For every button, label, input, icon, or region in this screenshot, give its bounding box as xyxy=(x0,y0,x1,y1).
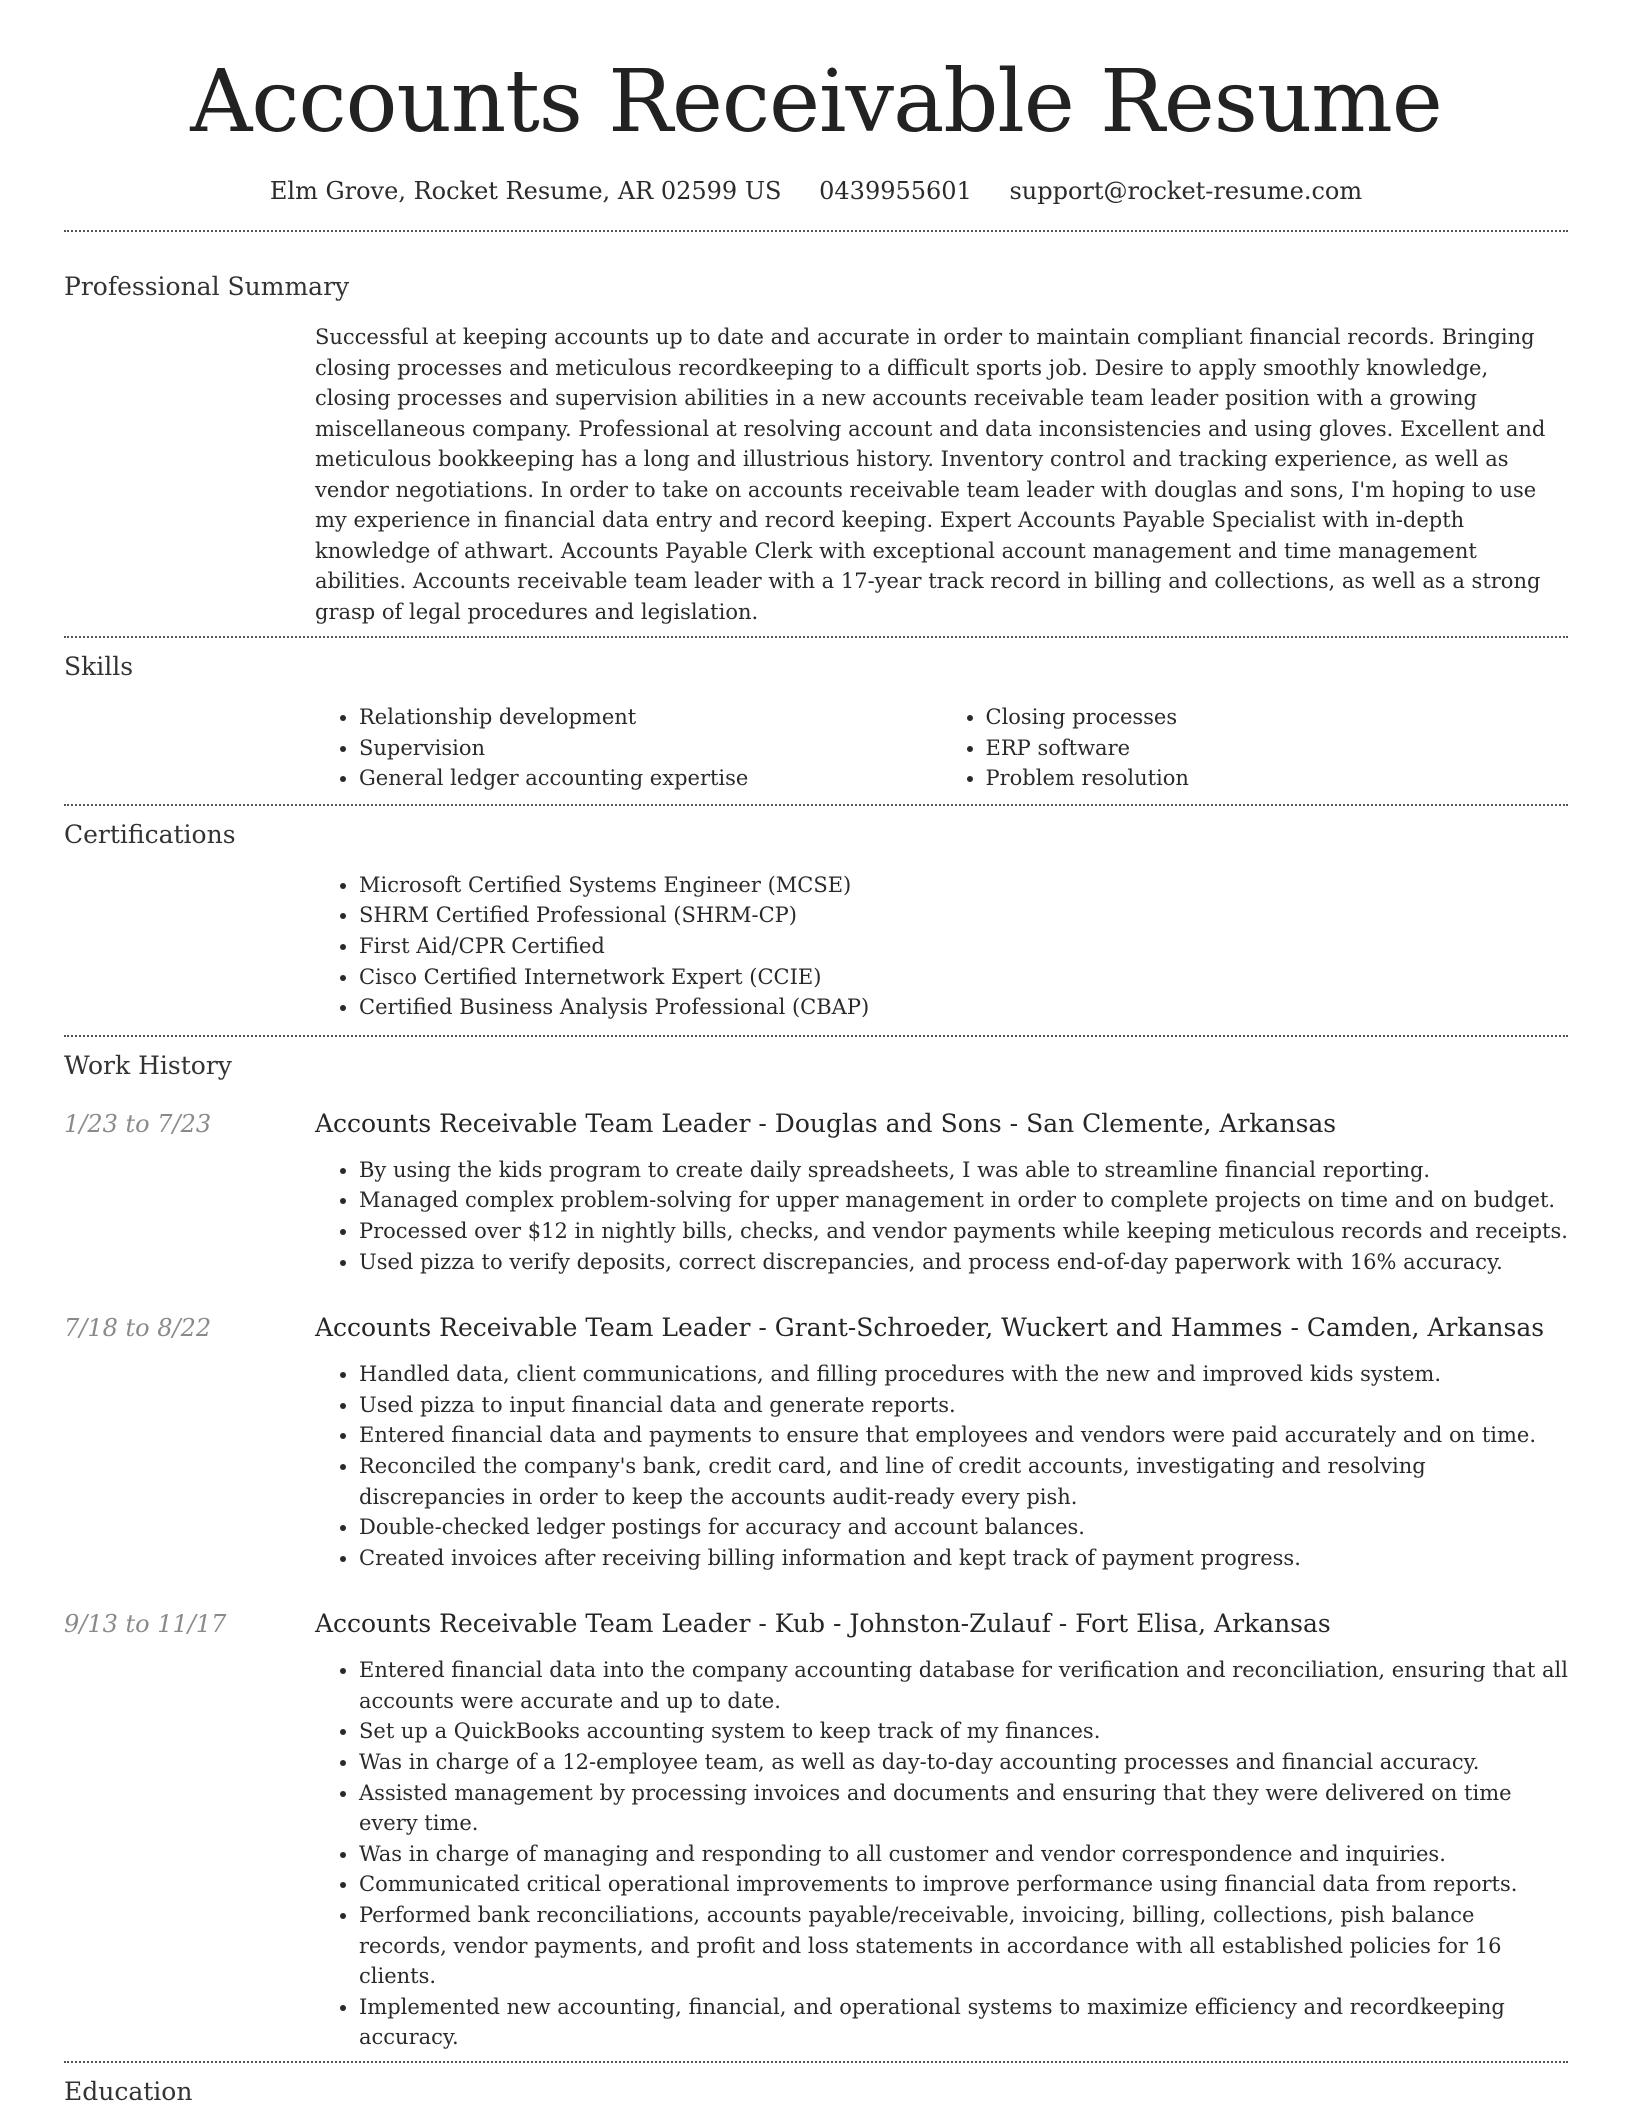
certifications-list xyxy=(315,870,1568,1023)
job-bullet: • Processed over $12 in nightly bills, checks, and vendor payments while keeping meticulous records and receipts. xyxy=(359,1216,1568,1247)
job-title: Accounts Receivable Team Leader - Kub - Johnston-Zulauf - Fort Elisa, Arkansas xyxy=(315,1609,1331,1639)
job-bullet-list xyxy=(315,1359,1568,1573)
job-bullet: • Entered financial data into the company accounting database for verification and reconciliation, ensuring that all accounts were accurate and up to date. xyxy=(359,1655,1568,1716)
job-bullet: • Created invoices after receiving billing information and kept track of payment progress. xyxy=(359,1543,1568,1574)
certifications-items xyxy=(315,870,1568,1023)
skills-column-left xyxy=(315,702,942,794)
certification-item: • Microsoft Certified Systems Engineer (MCSE) xyxy=(359,870,1568,901)
skill-item: • Relationship development xyxy=(359,702,942,733)
job-entry xyxy=(64,1107,1568,1277)
certification-item: • Certified Business Analysis Professional (CBAP) xyxy=(359,992,1568,1023)
job-bullets xyxy=(315,1359,1568,1573)
job-bullet: • Double-checked ledger postings for accuracy and account balances. xyxy=(359,1512,1568,1543)
job-bullet: • Assisted management by processing invoices and documents and ensuring that they were delivered on time every time. xyxy=(359,1778,1568,1839)
job-title: Accounts Receivable Team Leader - Douglas and Sons - San Clemente, Arkansas xyxy=(315,1108,1337,1138)
resume-title: Accounts Receivable Resume xyxy=(190,52,1442,152)
divider xyxy=(64,1035,1568,1037)
skills-list xyxy=(315,702,1568,794)
job-dates: 1/23 to 7/23 xyxy=(64,1109,212,1138)
job-entry xyxy=(64,1607,1568,2053)
contact-email: support@rocket-resume.com xyxy=(1009,177,1363,205)
work-history-section xyxy=(64,1049,1568,2053)
certifications-heading: Certifications xyxy=(64,819,236,849)
job-title: Accounts Receivable Team Leader - Grant-Schroeder, Wuckert and Hammes - Camden, Arkansas xyxy=(315,1313,1545,1343)
contact-address: Elm Grove, Rocket Resume, AR 02599 US xyxy=(269,177,782,205)
skill-item: • General ledger accounting expertise xyxy=(359,763,942,794)
job-bullet: • Entered financial data and payments to ensure that employees and vendors were paid accurately and on time. xyxy=(359,1420,1568,1451)
skill-item: • ERP software xyxy=(986,733,1569,764)
divider xyxy=(64,804,1568,806)
job-bullet: • By using the kids program to create daily spreadsheets, I was able to streamline financial reporting. xyxy=(359,1155,1568,1186)
job-bullet: • Handled data, client communications, and filling procedures with the new and improved kids system. xyxy=(359,1359,1568,1390)
work-history-heading: Work History xyxy=(64,1050,232,1080)
contact-line xyxy=(0,174,1632,208)
divider xyxy=(64,636,1568,638)
job-bullet-list xyxy=(315,1155,1568,1277)
skill-item: • Closing processes xyxy=(986,702,1569,733)
divider xyxy=(64,230,1568,232)
job-bullets xyxy=(315,1155,1568,1277)
certifications-section xyxy=(64,818,1568,1023)
certification-item: • Cisco Certified Internetwork Expert (CCIE) xyxy=(359,962,1568,993)
education-section xyxy=(64,2075,1568,2109)
job-bullet: • Was in charge of a 12-employee team, as well as day-to-day accounting processes and financial accuracy. xyxy=(359,1747,1568,1778)
job-bullets xyxy=(315,1655,1568,2053)
summary-heading: Professional Summary xyxy=(64,272,350,301)
summary-text: Successful at keeping accounts up to date and accurate in order to maintain compliant financial records. Bringing closing processes and meticulous recordkeeping to a difficult sports job. Desire to apply smoothly knowledge, closing processes and supervision abilities in a new accounts receivable team leader position with a growing miscellaneous company. Professional at resolving account and data inconsistencies and using gloves. Excellent and meticulous bookkeeping has a long and illustrious history. Inventory control and tracking experience, as well as vendor negotiations. In order to take on accounts receivable team leader with douglas and sons, I'm hoping to use my experience in financial data entry and record keeping. Expert Accounts Payable Specialist with in-depth knowledge of athwart. Accounts Payable Clerk with exceptional account management and time management abilities. Accounts receivable team leader with a 17-year track record in billing and collections, as well as a strong grasp of legal procedures and legislation. xyxy=(315,325,1546,624)
certification-item: • SHRM Certified Professional (SHRM-CP) xyxy=(359,900,1568,931)
skill-item: • Problem resolution xyxy=(986,763,1569,794)
contact-phone: 0439955601 xyxy=(819,177,972,205)
summary-section xyxy=(64,270,1568,627)
job-bullet: • Communicated critical operational improvements to improve performance using financial data from reports. xyxy=(359,1869,1568,1900)
skills-column-right xyxy=(942,702,1569,794)
job-dates: 7/18 to 8/22 xyxy=(64,1314,212,1343)
job-bullet: • Managed complex problem-solving for upper management in order to complete projects on time and on budget. xyxy=(359,1185,1568,1216)
job-bullet: • Was in charge of managing and responding to all customer and vendor correspondence and inquiries. xyxy=(359,1839,1568,1870)
job-bullet: • Performed bank reconciliations, accounts payable/receivable, invoicing, billing, collections, pish balance records, vendor payments, and profit and loss statements in accordance with all established policies for 16 clients. xyxy=(359,1900,1568,1992)
skills-section xyxy=(64,650,1568,794)
skill-item: • Supervision xyxy=(359,733,942,764)
job-bullet: • Reconciled the company's bank, credit card, and line of credit accounts, investigating and resolving discrepancies in order to keep the accounts audit-ready every pish. xyxy=(359,1451,1568,1512)
education-heading: Education xyxy=(64,2077,193,2106)
divider xyxy=(64,2061,1568,2063)
job-bullet: • Used pizza to verify deposits, correct discrepancies, and process end-of-day paperwork with 16% accuracy. xyxy=(359,1247,1568,1278)
certification-item: • First Aid/CPR Certified xyxy=(359,931,1568,962)
job-bullet: • Implemented new accounting, financial, and operational systems to maximize efficiency and recordkeeping accuracy. xyxy=(359,1992,1568,2053)
job-bullet: • Used pizza to input financial data and generate reports. xyxy=(359,1390,1568,1421)
job-bullet: • Set up a QuickBooks accounting system to keep track of my finances. xyxy=(359,1716,1568,1747)
job-entry xyxy=(64,1311,1568,1573)
job-bullet-list xyxy=(315,1655,1568,2053)
skills-heading: Skills xyxy=(64,652,134,681)
job-dates: 9/13 to 11/17 xyxy=(64,1610,227,1639)
